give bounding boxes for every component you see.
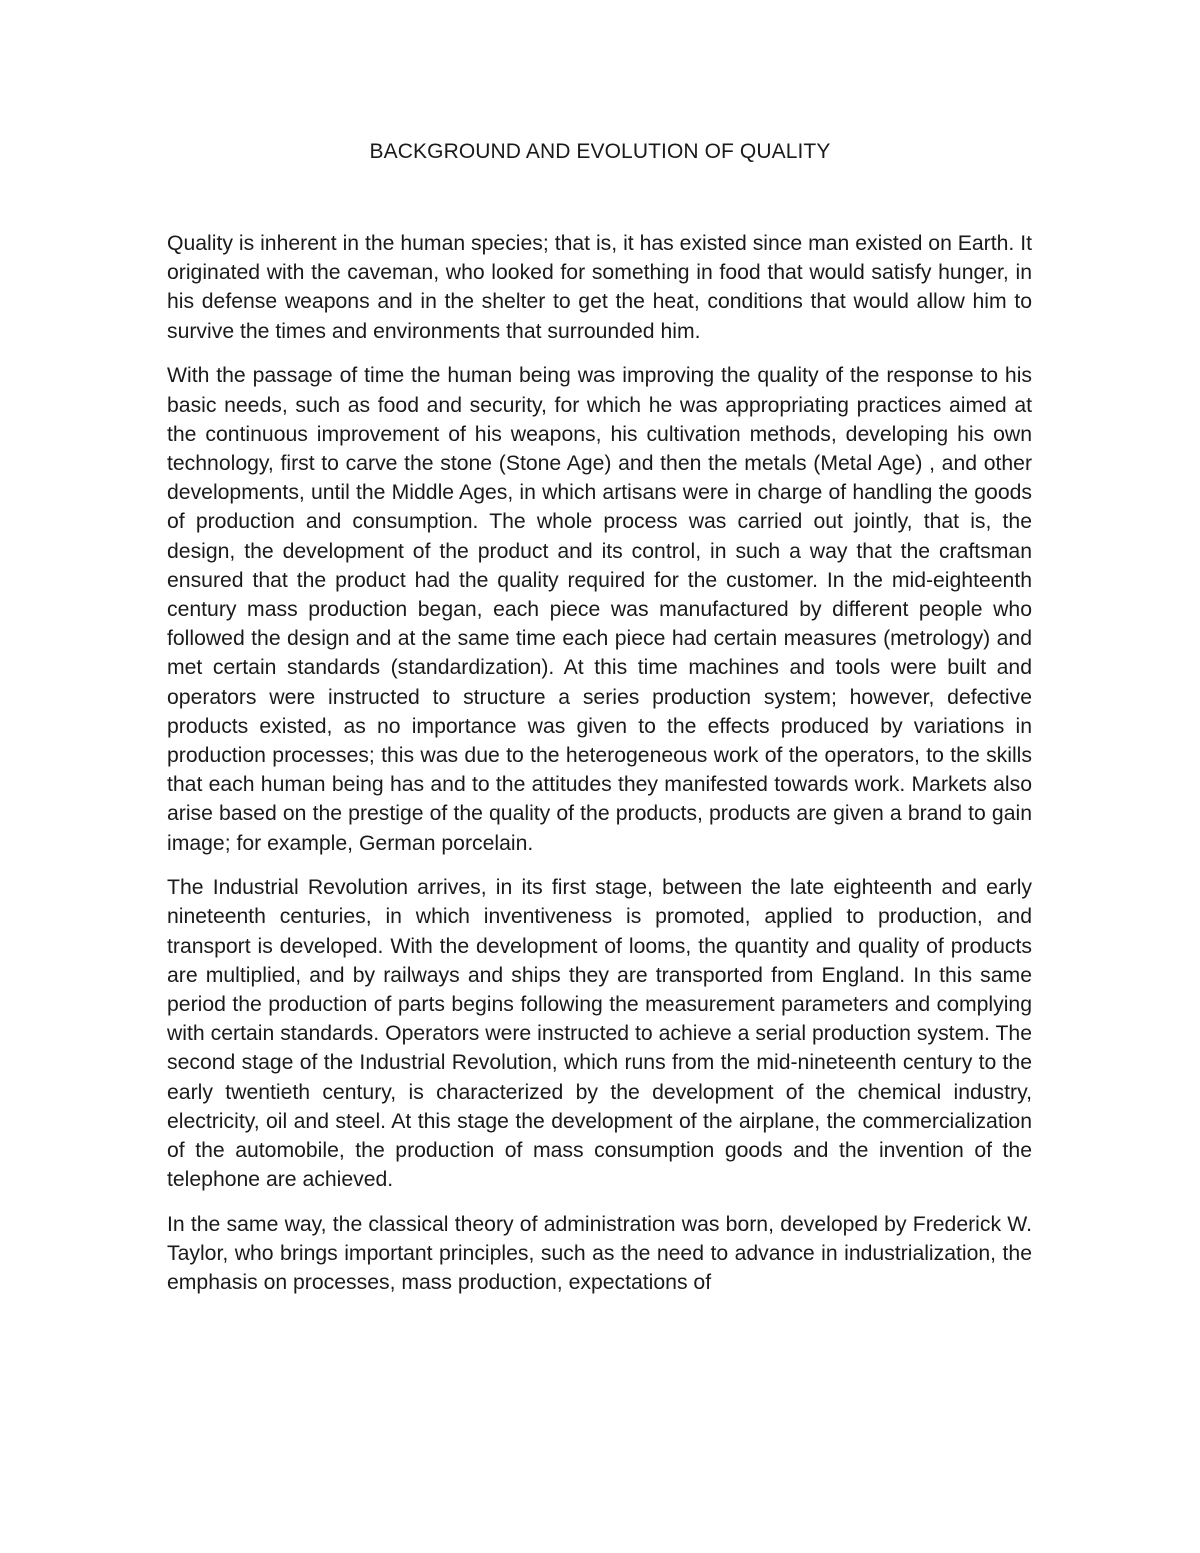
paragraph-4: In the same way, the classical theory of administration was born, developed by Frederick W. Taylor, who brings important principles, such as the need to advance in industrialization, the emphasis on processes, mass production, expectations of [167, 1213, 1032, 1295]
paragraph-2: With the passage of time the human being was improving the quality of the response to his basic needs, such as food and security, for which he was appropriating practices aimed at the continuous improvement of his weapons, his cultivation methods, developing his own technology, first to carve the stone (Stone Age) and then the metals (Metal Age) , and other developments, until the Middle Ages, in which artisans were in charge of handling the goods of production and consumption. The whole process was carried out jointly, that is, the design, the development of the product and its control, in such a way that the craftsman ensured that the product had the quality required for the customer. In the mid-eighteenth century mass production began, each piece was manufactured by different people who followed the design and at the same time each piece had certain measures (metrology) and met certain standards (standardization). At this time machines and tools were built and operators were instructed to structure a series production system; however, defective products existed, as no importance was given to the effects produced by variations in production processes; this was due to the heterogeneous work of the operators, to the skills that each human being has and to the attitudes they manifested towards work. Markets also arise based on the prestige of the quality of the products, products are given a brand to gain image; for example, German porcelain. [167, 364, 1032, 855]
paragraph-1: Quality is inherent in the human species; that is, it has existed since man existed on Earth. It originated with the caveman, who looked for something in food that would satisfy hunger, in his defense weapons and in the shelter to get the heat, conditions that would allow him to survive the times and environments that surrounded him. [167, 232, 1032, 343]
document-title: BACKGROUND AND EVOLUTION OF QUALITY [369, 140, 831, 163]
document-body [167, 229, 1032, 1313]
paragraph-3: The Industrial Revolution arrives, in its first stage, between the late eighteenth and early nineteenth centuries, in which inventiveness is promoted, applied to production, and transport is developed. With the development of looms, the quantity and quality of products are multiplied, and by railways and ships they are transported from England. In this same period the production of parts begins following the measurement parameters and complying with certain standards. Operators were instructed to achieve a serial production system. The second stage of the Industrial Revolution, which runs from the mid-nineteenth century to the early twentieth century, is characterized by the development of the chemical industry, electricity, oil and steel. At this stage the development of the airplane, the commercialization of the automobile, the production of mass consumption goods and the invention of the telephone are achieved. [167, 876, 1032, 1192]
